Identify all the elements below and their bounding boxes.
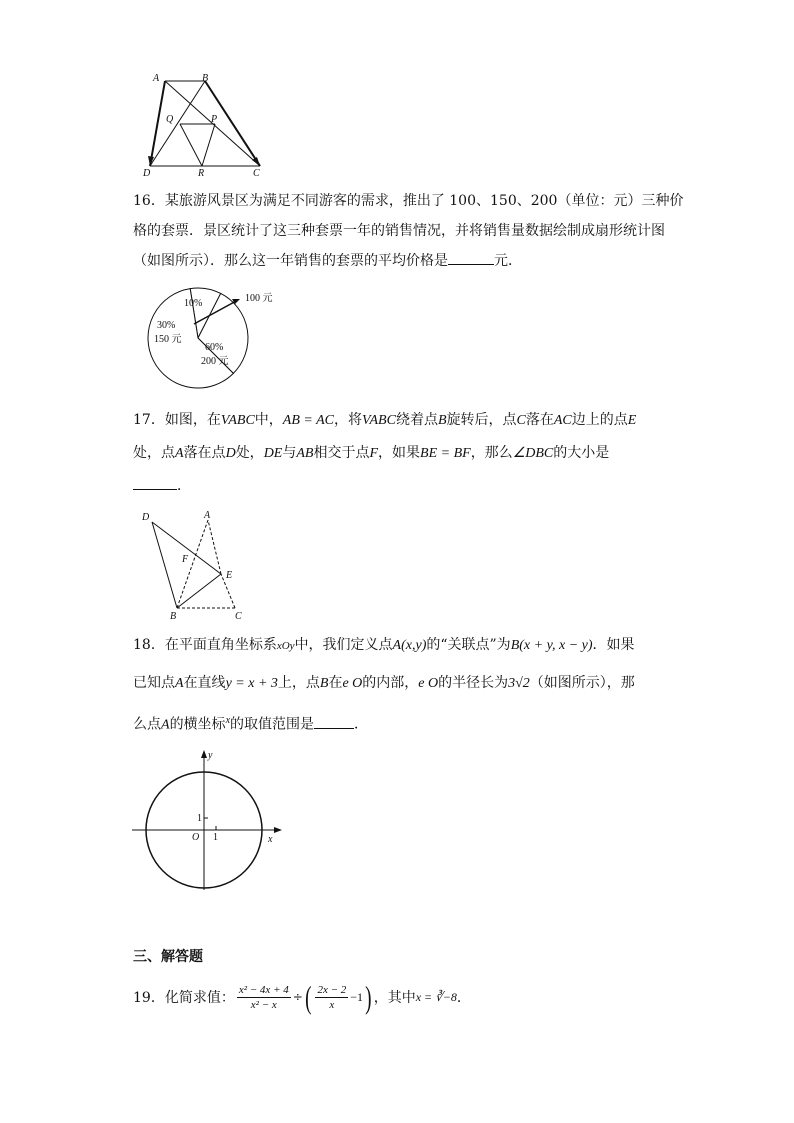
pie-chart [140, 284, 300, 396]
answer-blank[interactable] [448, 248, 494, 265]
q19-where: ，其中 [373, 990, 416, 1006]
q17-pE: E [627, 413, 637, 428]
label-Q: Q [166, 114, 174, 125]
q17-pA: A [175, 446, 184, 461]
label-B: B [170, 611, 177, 622]
q18-pA2: A [161, 717, 170, 733]
q17-t3: ，将 [333, 412, 362, 428]
label-F: F [182, 554, 189, 565]
q16-line3: （如图所示）．那么这一年销售的套票的平均价格是 [133, 253, 448, 269]
q16-line3-end: 元． [494, 253, 522, 269]
q17-t8: 处，点 [133, 445, 175, 461]
q19-end: ． [456, 990, 471, 1006]
q17-t10: 处， [235, 445, 264, 461]
q17-t15: 的大小是 [553, 445, 610, 461]
label-D: D [142, 512, 150, 523]
label-E: E [226, 570, 233, 581]
q17-t4: 绕着点 [395, 412, 438, 428]
q18-sys: xOy [276, 640, 295, 652]
label-P: P [211, 114, 218, 125]
q18-ptA: A(x,y) [392, 638, 427, 653]
circle-figure [130, 744, 290, 894]
label-R: R [198, 168, 205, 179]
q17-seg3: AB [296, 446, 314, 461]
q17-t9: 落在点 [183, 445, 226, 461]
q18-t10: 的半径长为 [438, 675, 509, 691]
q19-label: 化简求值： [164, 990, 235, 1006]
q17-t1: 如图，在 [164, 412, 221, 428]
q17-t12: 相交于点 [313, 445, 370, 461]
q17-angle: ∠DBC [512, 446, 554, 461]
fraction-1-numerator: x² − 4x + 4 [238, 983, 289, 996]
pie-label-30: 30% [157, 320, 176, 331]
label-A: A [204, 510, 211, 521]
q17-tri2: VABC [361, 413, 396, 428]
q18-t4: ．如果 [592, 637, 635, 653]
label-C: C [253, 168, 260, 179]
q18-t13: 的横坐标 [169, 716, 226, 733]
q17-t14: ，那么 [470, 445, 513, 461]
q16-line2: 格的套票．景区统计了这三种套票一年的销售情况，并将销售量数据绘制成扇形统计图 [133, 223, 665, 239]
q17-tri1: VABC [220, 413, 255, 428]
q18-pB: B [319, 676, 329, 691]
q19-number: 19． [133, 990, 165, 1006]
answer-blank[interactable] [133, 473, 177, 490]
divide-sign: ÷ [292, 990, 303, 1004]
trapezoid-figure [140, 72, 270, 180]
q17-t11: 与 [282, 445, 297, 461]
q18-t9: 的内部， [362, 675, 419, 691]
question-17 [133, 404, 663, 503]
q18-t12: 么点 [133, 716, 161, 733]
q16-number: 16． [133, 193, 165, 209]
q18-t7: 上，点 [277, 675, 320, 691]
tick-label-y: 1 [197, 813, 202, 824]
q17-eq1: AB = AC [282, 413, 334, 428]
q17-number: 17． [133, 412, 165, 428]
q17-seg1: AC [553, 413, 572, 428]
q18-end: ． [354, 716, 369, 733]
fraction-2-numerator: 2x − 2 [317, 983, 347, 996]
q17-pC: C [516, 413, 526, 428]
q18-t2: 中，我们定义点 [294, 637, 393, 653]
q17-t6: 落在 [525, 412, 554, 428]
q17-end: ． [177, 478, 191, 494]
axis-label-y: y [208, 750, 213, 761]
right-paren: ) [365, 979, 372, 1015]
label-C: C [235, 611, 242, 622]
fraction-2-denominator: x [329, 998, 335, 1011]
label-A: A [153, 73, 160, 84]
q18-t5: 已知点 [133, 675, 175, 691]
question-19 [133, 975, 471, 1019]
pie-label-10: 10% [184, 298, 203, 309]
q17-t7: 边上的点 [571, 412, 628, 428]
fraction-1 [237, 984, 291, 1011]
pie-callout: 100 元 [245, 293, 273, 304]
answer-blank[interactable] [314, 712, 354, 729]
q18-number: 18． [133, 637, 165, 653]
rotation-figure [140, 508, 252, 624]
pie-price-200: 200 元 [201, 356, 229, 367]
question-16 [133, 186, 684, 276]
label-D: D [143, 168, 151, 179]
q17-pF: F [369, 446, 379, 461]
q18-circ1: e O [342, 676, 363, 691]
fraction-1-denominator: x² − x [250, 998, 277, 1011]
question-18 [133, 627, 663, 744]
q17-pD: D [225, 446, 236, 461]
left-paren: ( [304, 979, 312, 1015]
q18-circ2: e O [418, 676, 439, 691]
q18-t1: 在平面直角坐标系 [164, 637, 277, 653]
q18-t11: （如图所示），那 [529, 675, 635, 691]
origin-label: O [192, 832, 200, 843]
q17-pB: B [437, 413, 447, 428]
section-heading: 三、解答题 [133, 949, 203, 965]
q17-t13: ，如果 [378, 445, 421, 461]
axis-label-x: x [268, 834, 273, 845]
q19-condition: x = ∛−8 [415, 989, 457, 1004]
q17-t5: 旋转后，点 [446, 412, 517, 428]
q18-t3: 的“关联点”为 [426, 637, 511, 653]
q18-vx: x [225, 715, 231, 726]
pie-price-150: 150 元 [154, 334, 182, 345]
minus-one: −1 [350, 989, 364, 1004]
q18-t14: 的取值范围是 [230, 716, 315, 733]
q16-line1: 某旅游风景区为满足不同游客的需求，推出了 100、150、200（单位：元）三种价 [164, 193, 684, 209]
q18-pA: A [175, 676, 184, 691]
label-B: B [202, 73, 209, 84]
q18-ptB: B(x + y, x − y) [510, 638, 593, 653]
q18-t6: 在直线 [183, 675, 226, 691]
q17-t2: 中， [254, 412, 283, 428]
q18-t8: 在 [328, 675, 343, 691]
fraction-2 [315, 984, 348, 1011]
q17-seg2: DE [263, 446, 283, 461]
q17-eq2: BE = BF [420, 446, 471, 461]
q18-line-eq: y = x + 3 [225, 676, 278, 691]
q18-radius: 3√2 [508, 676, 530, 691]
pie-label-60: 60% [205, 342, 224, 353]
tick-label-x: 1 [213, 832, 218, 843]
